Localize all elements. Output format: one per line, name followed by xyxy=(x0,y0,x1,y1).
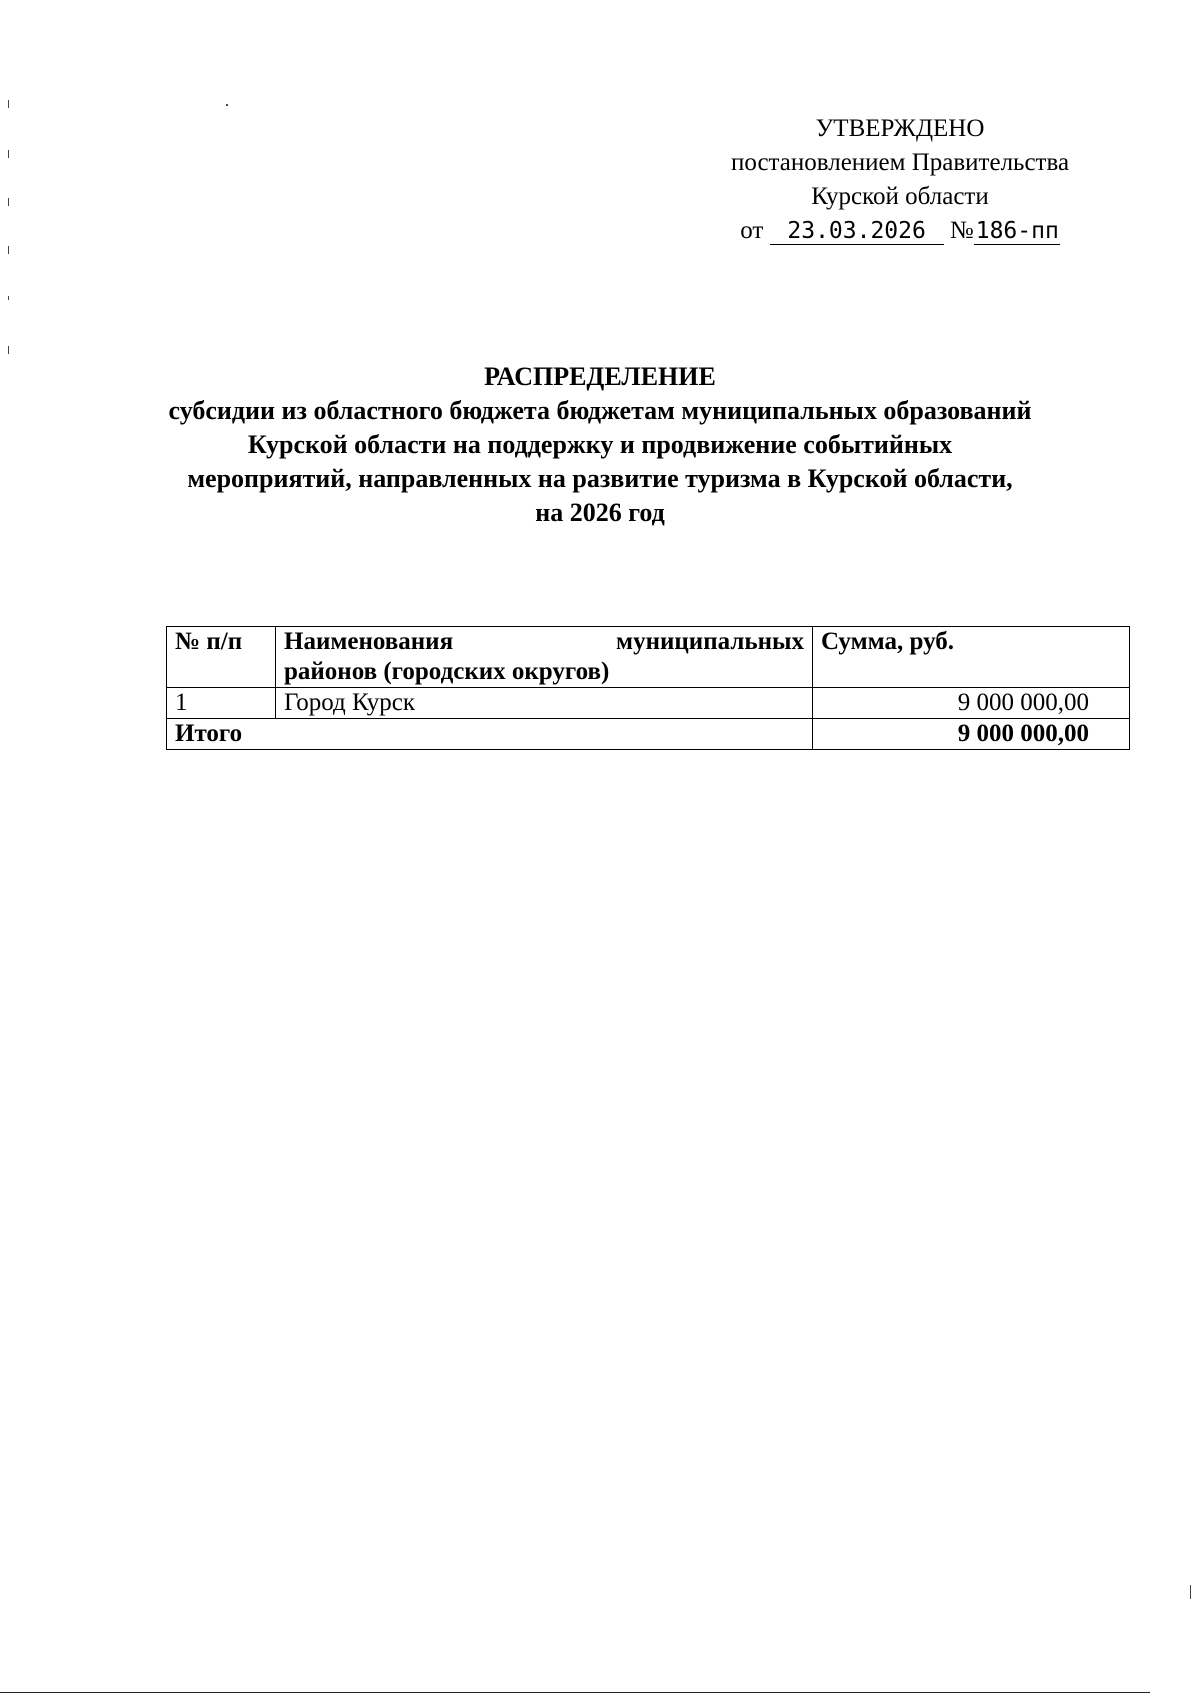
distribution-table xyxy=(166,626,1130,750)
scan-mark xyxy=(8,150,9,158)
approval-date: 23.03.2026 xyxy=(770,218,944,245)
row-sum: 9 000 000,00 xyxy=(813,688,1130,719)
title-line-1: субсидии из областного бюджета бюджетам муниципальных образований xyxy=(168,396,1032,425)
header-name-part-3: районов (городских округов) xyxy=(284,658,610,685)
scan-mark xyxy=(8,198,9,206)
scan-mark xyxy=(8,100,9,108)
approval-date-line xyxy=(700,214,1100,248)
approval-line-2: постановлением Правительства xyxy=(730,149,1070,176)
total-sum: 9 000 000,00 xyxy=(813,719,1130,750)
scan-mark xyxy=(8,296,9,300)
total-row xyxy=(167,719,1130,750)
header-name-part-2: муниципальных xyxy=(616,628,804,655)
scan-mark xyxy=(8,246,9,254)
header-sum: Сумма, руб. xyxy=(813,627,1130,688)
total-label: Итого xyxy=(167,719,813,750)
document-title xyxy=(120,360,1080,530)
header-name xyxy=(276,627,813,688)
title-heading: РАСПРЕДЕЛЕНИЕ xyxy=(484,362,716,391)
scan-mark xyxy=(8,346,9,354)
header-name-part-1: Наименования xyxy=(284,628,454,655)
table-row xyxy=(167,688,1130,719)
title-line-4: на 2026 год xyxy=(535,498,665,527)
title-line-2: Курской области на поддержку и продвижение событийных xyxy=(247,430,953,459)
row-num: 1 xyxy=(167,688,276,719)
approval-stamp xyxy=(700,112,1100,248)
scan-mark xyxy=(1190,1585,1191,1599)
row-name: Город Курск xyxy=(276,688,813,719)
table-header-row xyxy=(167,627,1130,688)
title-line-3: мероприятий, направленных на развитие туризма в Курской области, xyxy=(187,464,1013,493)
date-prefix: от xyxy=(740,217,764,244)
approval-number: 186-пп xyxy=(975,218,1059,244)
scan-dot xyxy=(226,104,228,106)
approval-line-3: Курской области xyxy=(811,183,989,210)
approval-status: УТВЕРЖДЕНО xyxy=(815,115,985,142)
header-num: № п/п xyxy=(167,627,276,688)
number-sign: № xyxy=(949,217,974,244)
scan-bottom-edge xyxy=(0,1692,1150,1693)
